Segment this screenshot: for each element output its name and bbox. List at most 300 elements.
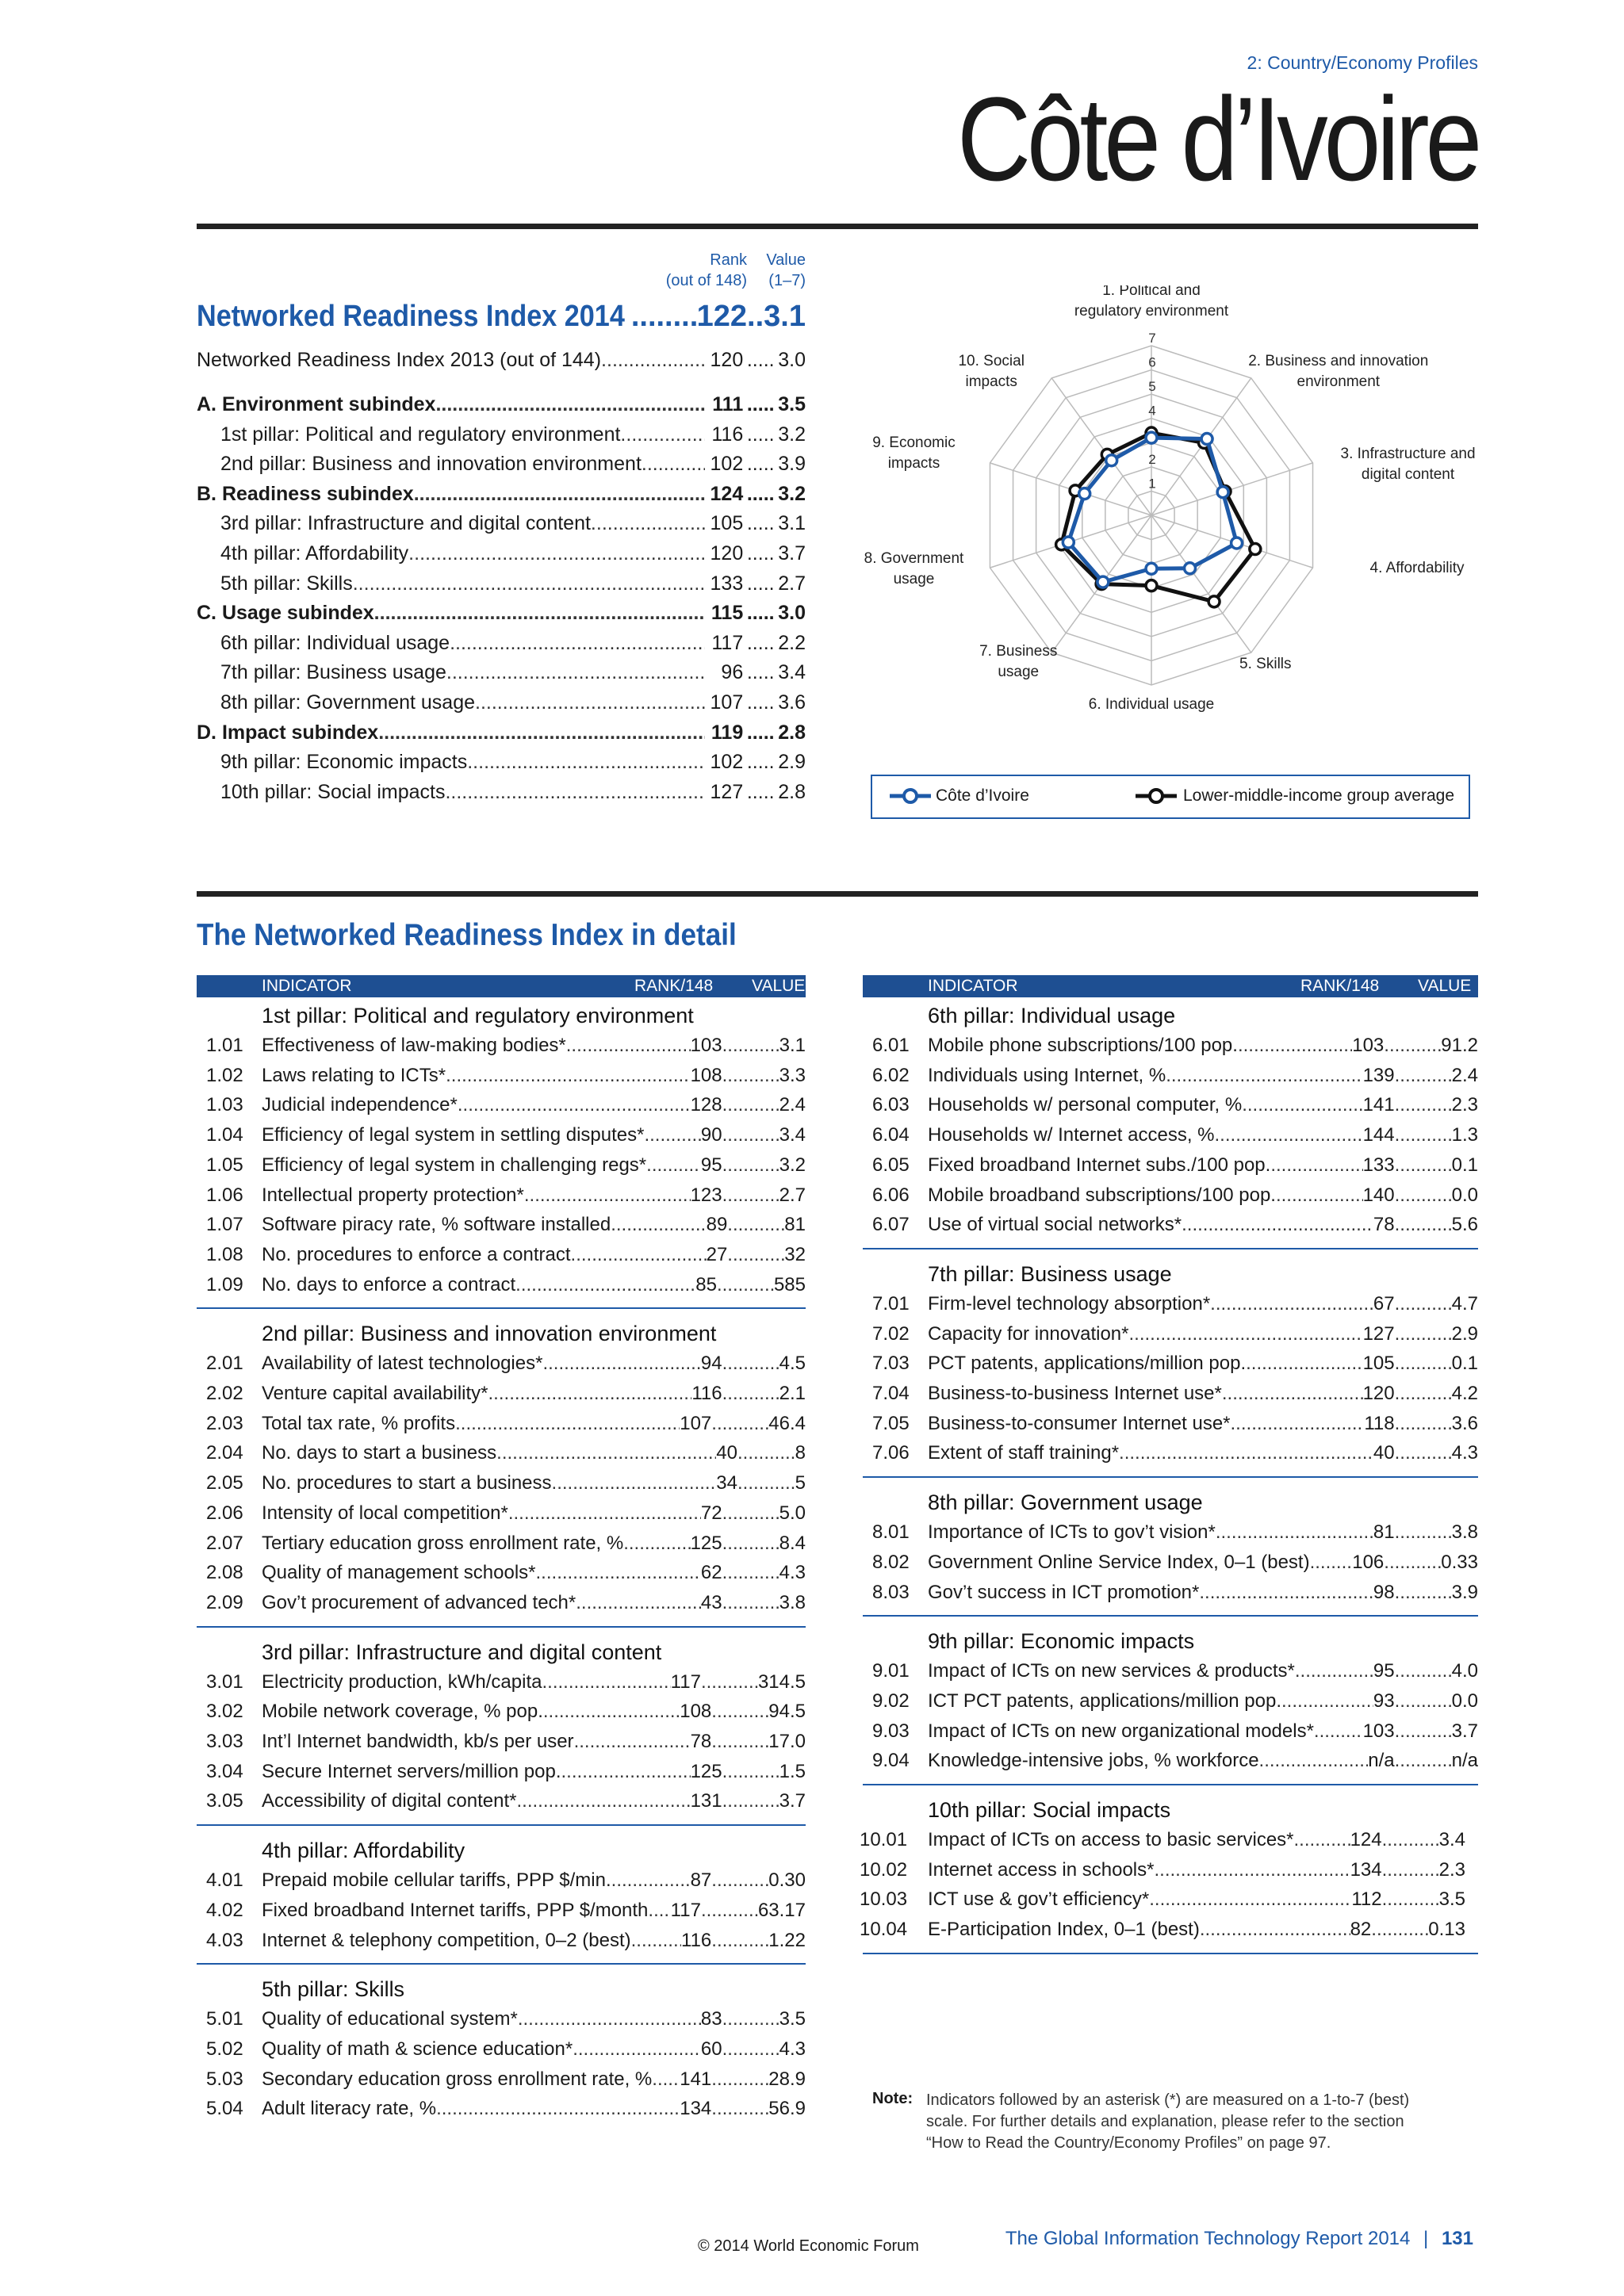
indicator-name: Mobile network coverage, % pop. — [262, 1701, 543, 1723]
indicator-body — [262, 1757, 806, 1787]
indicator-body — [928, 1181, 1478, 1211]
leader-dots — [445, 777, 705, 807]
table-row — [872, 1379, 1488, 1409]
indicator-code: 6.02 — [872, 1064, 910, 1086]
leader-dots — [1294, 1825, 1350, 1855]
indicator-rank: 116 — [681, 1929, 712, 1951]
leader-dots — [435, 389, 705, 419]
indicator-body — [262, 1926, 806, 1956]
indicator-body — [262, 1667, 806, 1697]
summary-label: B. Readiness subindex — [197, 482, 414, 505]
indicator-value: 0.1 — [1451, 1353, 1478, 1375]
axis-label: 1. Political and — [1102, 285, 1201, 299]
indicator-rank: 95 — [700, 1154, 722, 1176]
indicator-name: Judicial independence* — [262, 1094, 458, 1116]
indicator-code: 2.05 — [206, 1472, 243, 1494]
indicator-rank: 81 — [1373, 1521, 1395, 1544]
indicator-value: 3.2 — [779, 1154, 806, 1176]
indicator-body — [262, 1727, 806, 1757]
indicator-name: ICT PCT patents, applications/million pop. — [928, 1689, 1282, 1712]
indicator-rank: 133 — [1362, 1154, 1395, 1176]
table-row — [872, 1210, 1488, 1240]
leader-dots — [722, 1349, 779, 1379]
table-row — [860, 1885, 1475, 1915]
legend-label-group: Lower-middle-income group average — [1183, 786, 1455, 805]
series-point — [1208, 596, 1220, 607]
leader-dots — [1210, 1289, 1373, 1319]
indicator-value: 46.4 — [768, 1412, 806, 1434]
indicator-name: No. days to enforce a contract — [262, 1273, 516, 1295]
indicator-rank: 103 — [690, 1035, 722, 1056]
indicator-name: Government Online Service Index, 0–1 (best) — [928, 1551, 1310, 1573]
summary-value: 3.0 — [778, 602, 806, 625]
indicator-body — [262, 1031, 806, 1061]
indicator-code: 2.07 — [206, 1532, 243, 1554]
indicator-name: Importance of ICTs to gov’t vision* — [928, 1521, 1216, 1544]
series-point — [1063, 537, 1074, 548]
summary-value: 3.2 — [778, 482, 806, 505]
leader-dots — [711, 1697, 768, 1727]
indicator-value: 3.5 — [1438, 1888, 1465, 1911]
indicator-body — [262, 1150, 806, 1181]
indicator-code: 7.05 — [872, 1412, 910, 1434]
indicator-rank: 116 — [691, 1383, 722, 1404]
indicator-body — [928, 1349, 1478, 1379]
summary-row — [197, 419, 806, 450]
indicator-value: 0.30 — [768, 1869, 806, 1892]
indicator-code: 3.04 — [206, 1760, 243, 1782]
indicator-code: 7.03 — [872, 1353, 910, 1375]
indicator-body — [262, 1697, 806, 1727]
leader-dots — [1384, 1548, 1441, 1578]
section-divider — [197, 1824, 806, 1826]
summary-label: D. Impact subindex — [197, 721, 379, 744]
separator-dots: ..... — [746, 512, 775, 535]
indicator-body — [928, 1656, 1478, 1686]
indicator-code: 2.01 — [206, 1353, 243, 1375]
indicator-body — [928, 1716, 1478, 1747]
summary-rank: 107 — [710, 691, 744, 714]
leader-dots — [446, 657, 705, 687]
table-row — [206, 2064, 815, 2095]
report-title: The Global Information Technology Report 2014 — [1005, 2228, 1411, 2249]
indicator-code: 4.01 — [206, 1869, 243, 1892]
leader-dots — [1382, 1885, 1439, 1915]
table-row — [206, 1558, 815, 1588]
indicator-value: 8 — [795, 1442, 806, 1464]
indicator-name: Int’l Internet bandwidth, kb/s per user — [262, 1731, 574, 1752]
indicator-name: Internet & telephony competition, 0–2 (best) — [262, 1929, 631, 1951]
detail-title: The Networked Readiness Index in detail — [197, 918, 737, 952]
indicator-value: 3.3 — [779, 1064, 806, 1086]
leader-dots — [571, 1240, 707, 1270]
leader-dots — [722, 1120, 779, 1150]
separator-dots: ..... — [746, 721, 775, 744]
leader-dots — [722, 1150, 779, 1181]
indicator-name: Gov’t procurement of advanced tech* — [262, 1591, 576, 1613]
leader-dots — [722, 2034, 779, 2064]
leader-dots — [631, 1926, 681, 1956]
leader-dots — [722, 1757, 779, 1787]
summary-value: 3.2 — [778, 423, 806, 446]
table-header-left — [197, 975, 806, 997]
indicator-code: 2.09 — [206, 1591, 243, 1613]
indicator-code: 5.01 — [206, 2008, 243, 2030]
table-row — [872, 1438, 1488, 1468]
indicator-value: 4.3 — [779, 2038, 806, 2060]
indicator-body — [928, 1548, 1478, 1578]
nri-2014-value: 3.1 — [764, 300, 806, 333]
series-point — [1146, 432, 1157, 443]
indicator-body — [262, 1349, 806, 1379]
indicator-rank: 43 — [700, 1591, 722, 1613]
tick-label: 6 — [1148, 354, 1156, 370]
indicator-code: 2.06 — [206, 1502, 243, 1524]
table-row — [872, 1181, 1488, 1211]
leader-dots — [727, 1210, 784, 1240]
summary-row — [197, 389, 806, 419]
indicator-rank: 141 — [1362, 1094, 1395, 1116]
indicator-body — [262, 1896, 806, 1926]
leader-dots — [1395, 1319, 1452, 1349]
indicator-code: 9.01 — [872, 1660, 910, 1682]
indicator-value: 2.1 — [779, 1383, 806, 1404]
indicator-body — [262, 1498, 806, 1529]
copyright: © 2014 World Economic Forum — [698, 2237, 919, 2255]
indicator-name: Individuals using Internet, % — [928, 1064, 1166, 1086]
leader-dots — [737, 1438, 795, 1468]
leader-dots — [467, 747, 705, 777]
indicator-value: 32 — [784, 1243, 806, 1265]
series-point — [1250, 544, 1261, 555]
table-row — [206, 1061, 815, 1091]
indicator-code: 2.08 — [206, 1562, 243, 1584]
axis-label: 5. Skills — [1239, 656, 1292, 673]
indicator-code: 1.03 — [206, 1094, 243, 1116]
leader-dots — [488, 1379, 692, 1409]
separator-dots: ..... — [746, 691, 775, 714]
nri-2014-rank: 122 — [696, 300, 748, 333]
leader-dots — [1382, 1825, 1439, 1855]
leader-dots — [1238, 1031, 1352, 1061]
indicator-body — [262, 1090, 806, 1120]
leader-dots — [1166, 1061, 1362, 1091]
leader-dots — [1395, 1120, 1452, 1150]
summary-row — [197, 479, 806, 509]
indicator-name: Total tax rate, % profits — [262, 1412, 456, 1434]
indicator-body — [262, 2004, 806, 2034]
leader-dots — [1199, 1578, 1373, 1608]
indicator-code: 1.02 — [206, 1064, 243, 1086]
table-row — [872, 1349, 1488, 1379]
indicator-rank: 107 — [680, 1412, 712, 1434]
indicator-name: Quality of math & science education* — [262, 2038, 573, 2060]
leader-dots — [1395, 1210, 1452, 1240]
indicator-name: Software piracy rate, % software installed — [262, 1214, 611, 1236]
leader-dots — [1314, 1716, 1363, 1747]
table-row — [206, 1438, 815, 1468]
indicator-body — [262, 1866, 806, 1896]
leader-dots — [353, 568, 706, 599]
summary-rank: 111 — [712, 393, 744, 415]
leader-dots — [458, 1090, 691, 1120]
indicator-body — [262, 1181, 806, 1211]
leader-dots — [561, 1757, 691, 1787]
summary-row — [197, 449, 806, 479]
leader-dots — [1382, 1855, 1439, 1885]
summary-value: 3.6 — [778, 691, 806, 714]
indicator-value: 3.4 — [779, 1124, 806, 1146]
indicator-rank: 62 — [700, 1562, 722, 1584]
indicator-name: No. procedures to enforce a contract — [262, 1243, 571, 1265]
indicator-rank: 125 — [690, 1532, 722, 1554]
indicator-value: 3.8 — [1451, 1521, 1478, 1544]
indicator-code: 6.06 — [872, 1184, 910, 1206]
separator-dots: ..... — [746, 423, 775, 446]
indicator-body — [262, 1120, 806, 1150]
leader-dots — [1231, 1409, 1365, 1439]
indicator-name: Impact of ICTs on access to basic services* — [928, 1829, 1294, 1850]
indicator-code: 4.03 — [206, 1929, 243, 1951]
leader-dots — [722, 1529, 779, 1559]
indicator-value: 4.5 — [779, 1353, 806, 1375]
indicator-body — [928, 1289, 1478, 1319]
indicator-rank: 90 — [700, 1124, 722, 1146]
indicator-name: Venture capital availability* — [262, 1383, 488, 1404]
top-rule — [197, 224, 1478, 229]
indicator-value: 0.13 — [1428, 1919, 1465, 1941]
leader-dots — [1395, 1746, 1452, 1776]
axis-label: usage — [893, 571, 935, 588]
leader-dots — [1119, 1438, 1373, 1468]
table-row — [206, 2004, 815, 2034]
leader-dots — [1154, 1855, 1350, 1885]
indicator-name: Business-to-business Internet use* — [928, 1383, 1222, 1404]
indicator-code: 4.02 — [206, 1899, 243, 1921]
indicator-code: 2.04 — [206, 1442, 243, 1464]
legend-swatch-country — [888, 786, 933, 806]
table-row — [872, 1656, 1488, 1686]
leader-dots — [631, 300, 697, 334]
indicator-code: 2.02 — [206, 1383, 243, 1404]
leader-dots — [436, 2094, 680, 2124]
indicator-name: PCT patents, applications/million pop. — [928, 1353, 1247, 1375]
indicator-rank: 120 — [1362, 1383, 1395, 1404]
indicator-name: Use of virtual social networks* — [928, 1214, 1182, 1236]
summary-row — [197, 777, 806, 807]
indicator-body — [928, 1885, 1465, 1915]
leader-dots — [1395, 1090, 1452, 1120]
indicator-body — [928, 1061, 1478, 1091]
nri-2014-label: Networked Readiness Index 2014 — [197, 300, 625, 333]
leader-dots — [1395, 1061, 1452, 1091]
leader-dots — [722, 1498, 779, 1529]
leader-dots — [408, 538, 705, 568]
indicator-name: Quality of educational system* — [262, 2008, 518, 2030]
indicator-rank: 87 — [690, 1869, 712, 1892]
footer-divider: | — [1423, 2228, 1429, 2249]
summary-rank: 120 — [710, 542, 744, 564]
rank-header — [658, 250, 747, 291]
leader-dots — [711, 1866, 768, 1896]
indicator-name: Gov’t success in ICT promotion* — [928, 1581, 1200, 1603]
leader-dots — [1395, 1379, 1452, 1409]
indicator-rank: 125 — [690, 1760, 722, 1782]
indicator-body — [928, 1915, 1465, 1945]
axis-label: 2. Business and innovation — [1248, 352, 1429, 369]
table-row — [206, 1150, 815, 1181]
note-text: Indicators followed by an asterisk (*) are measured on a 1-to-7 (best) scale. For further details and explanation, please refer to the section “How to Read the Country/Economy Profiles” on page 97. — [926, 2091, 1410, 2152]
series-point — [1146, 563, 1157, 574]
indicator-name: Tertiary education gross enrollment rate, % — [262, 1532, 624, 1554]
indicator-rank: 128 — [690, 1094, 722, 1116]
indicator-value: 94.5 — [768, 1701, 806, 1723]
table-row — [206, 1667, 815, 1697]
axis-label: impacts — [965, 373, 1017, 390]
pillar-title: 4th pillar: Affordability — [262, 1839, 465, 1863]
table-row — [206, 1468, 815, 1498]
table-row — [860, 1915, 1475, 1945]
summary-value: 3.7 — [778, 542, 806, 564]
indicator-code: 10.03 — [860, 1888, 908, 1911]
table-row — [872, 1090, 1488, 1120]
leader-dots — [711, 1926, 768, 1956]
indicator-rank: 83 — [700, 2008, 722, 2030]
indicator-value: 1.3 — [1451, 1124, 1478, 1146]
pillar-title: 7th pillar: Business usage — [928, 1261, 1172, 1286]
summary-row — [197, 568, 806, 599]
indicator-body — [262, 1588, 806, 1618]
indicator-body — [928, 1825, 1465, 1855]
table-row — [872, 1319, 1488, 1349]
indicator-code: 9.02 — [872, 1689, 910, 1712]
legend-swatch-group — [1134, 786, 1178, 806]
indicator-rank: 27 — [706, 1243, 728, 1265]
leader-dots — [1128, 1319, 1362, 1349]
indicator-code: 5.02 — [206, 2038, 243, 2060]
indicator-name: Efficiency of legal system in settling disputes* — [262, 1124, 645, 1146]
indicator-value: 4.3 — [779, 1562, 806, 1584]
table-row — [206, 1210, 815, 1240]
separator-dots: ..... — [746, 393, 775, 415]
table-row — [872, 1120, 1488, 1150]
leader-dots — [701, 1667, 758, 1697]
indicator-rank: 131 — [690, 1790, 722, 1812]
indicator-rank: 40 — [716, 1442, 737, 1464]
summary-label: Networked Readiness Index 2013 (out of 144) — [197, 349, 602, 371]
indicator-value: 4.7 — [1451, 1292, 1478, 1314]
leader-dots — [711, 2094, 768, 2124]
table-row — [206, 1181, 815, 1211]
indicator-name: Electricity production, kWh/capita — [262, 1670, 542, 1693]
table-row — [872, 1061, 1488, 1091]
pillar-title: 2nd pillar: Business and innovation environment — [262, 1322, 717, 1346]
indicator-body — [928, 1150, 1478, 1181]
pillar-title: 1st pillar: Political and regulatory environment — [262, 1004, 694, 1027]
summary-row — [197, 508, 806, 538]
leader-dots — [727, 1240, 784, 1270]
indicator-name: No. procedures to start a business — [262, 1472, 552, 1494]
axis-label: impacts — [887, 454, 940, 472]
leader-dots — [591, 508, 705, 538]
indicator-code: 1.09 — [206, 1273, 243, 1295]
indicator-rank: 118 — [1364, 1412, 1395, 1434]
section-divider — [863, 1248, 1478, 1249]
country-title: Côte d’Ivoire — [956, 72, 1478, 205]
indicator-body — [262, 1270, 806, 1300]
indicator-name: Secure Internet servers/million pop. — [262, 1760, 561, 1782]
series-point — [1146, 580, 1157, 591]
indicator-name: Households w/ Internet access, % — [928, 1124, 1215, 1146]
indicator-value: 8.4 — [779, 1532, 806, 1554]
indicator-body — [928, 1746, 1478, 1776]
summary-rank: 116 — [711, 423, 744, 446]
axis-label: 10. Social — [958, 352, 1025, 369]
col-value: VALUE — [752, 977, 806, 995]
middle-rule — [197, 891, 1478, 897]
indicator-body — [262, 1409, 806, 1439]
leader-dots — [711, 1409, 768, 1439]
page-number: 131 — [1441, 2228, 1473, 2249]
axis-label: environment — [1297, 373, 1381, 390]
indicator-value: 3.6 — [1451, 1412, 1478, 1434]
indicator-code: 3.02 — [206, 1701, 243, 1723]
tick-label: 5 — [1148, 379, 1156, 395]
footer-report — [1005, 2228, 1473, 2250]
separator-dots: ..... — [746, 542, 775, 564]
summary-label: A. Environment subindex — [197, 393, 436, 415]
leader-dots — [1200, 1915, 1350, 1945]
leader-dots — [722, 2004, 779, 2034]
leader-dots — [1384, 1031, 1441, 1061]
indicator-code: 6.07 — [872, 1214, 910, 1236]
indicator-name: Business-to-consumer Internet use* — [928, 1412, 1231, 1434]
summary-rank: 102 — [710, 453, 744, 476]
series-point — [1201, 434, 1212, 445]
indicator-code: 1.08 — [206, 1243, 243, 1265]
indicator-body — [262, 1438, 806, 1468]
chart-legend — [871, 775, 1470, 819]
value-header-sub: (1–7) — [768, 272, 806, 289]
separator-dots: ..... — [746, 661, 775, 684]
col-rank: RANK/148 — [1300, 977, 1380, 995]
leader-dots — [1395, 1517, 1452, 1548]
leader-dots — [642, 449, 705, 479]
summary-rank: 96 — [721, 661, 744, 684]
summary-value: 3.1 — [778, 512, 806, 535]
table-row — [872, 1409, 1488, 1439]
table-row — [206, 1270, 815, 1300]
indicator-code: 3.05 — [206, 1790, 243, 1812]
indicator-name: Laws relating to ICTs* — [262, 1064, 446, 1086]
table-row — [872, 1686, 1488, 1716]
indicator-name: Secondary education gross enrollment rate, % — [262, 2068, 653, 2090]
summary-value: 3.0 — [778, 349, 806, 371]
table-row — [206, 1786, 815, 1816]
leader-dots — [1215, 1120, 1363, 1150]
indicator-code: 10.04 — [860, 1919, 908, 1941]
series-point — [1106, 455, 1117, 466]
indicator-value: 4.3 — [1451, 1442, 1478, 1464]
summary-rank: 117 — [711, 631, 744, 654]
leader-dots — [573, 2034, 701, 2064]
indicator-name: Intensity of local competition* — [262, 1502, 508, 1524]
indicator-name: Mobile phone subscriptions/100 pop. — [928, 1035, 1238, 1056]
summary-value: 3.5 — [778, 393, 806, 415]
col-indicator: INDICATOR — [262, 977, 352, 995]
indicator-body — [928, 1210, 1478, 1240]
leader-dots — [648, 1896, 670, 1926]
